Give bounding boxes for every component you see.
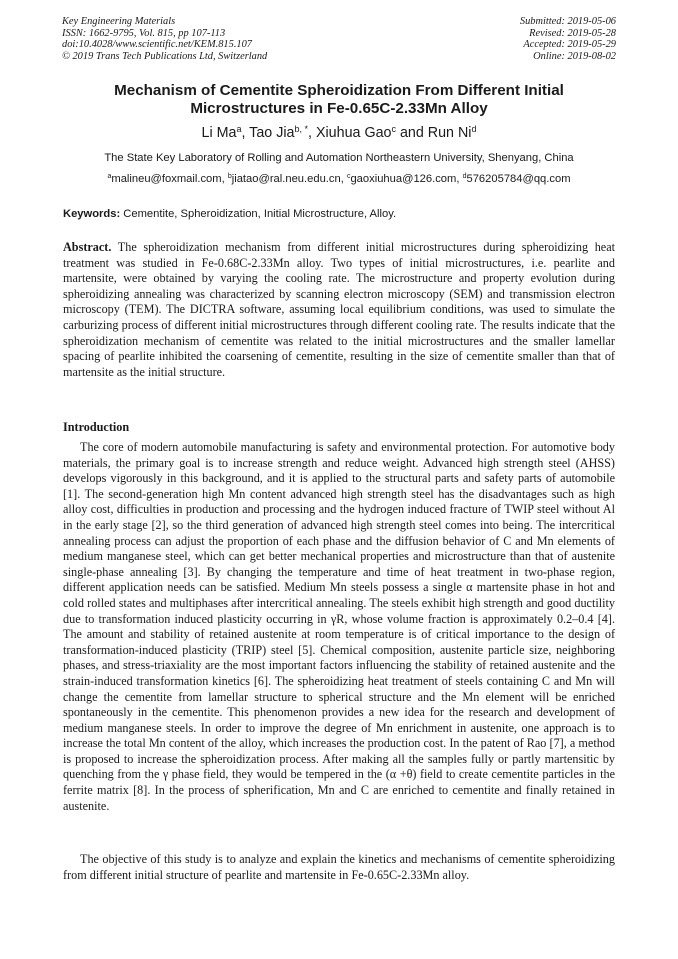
email-link[interactable]: malineu@foxmail.com, <box>111 173 228 185</box>
journal-issn: ISSN: 1662-9795, Vol. 815, pp 107-113 <box>62 27 226 39</box>
author-name: Li Ma <box>201 125 237 141</box>
title-line-2: Microstructures in Fe-0.65C-2.33Mn Alloy <box>190 100 488 117</box>
journal-copyright: © 2019 Trans Tech Publications Ltd, Switzerland <box>62 50 268 62</box>
introduction-paragraph: The core of modern automobile manufacturing is safety and environmental protection. For automotive body materials, the primary goal is to increase strength and reduce weight. Advanced high strength steel (AHSS) develops vigorously in this background, and it is applied to the structural parts and safety parts of automobile [1]. The second-generation high Mn content advanced high strength steel has the disadvantages such as high alloy cost, difficulties in production and processing and the hydrogen induced fracture of TWIP steel without Al in the early stage [2], so the third generation of advanced high strength steel comes into being. The intercritical annealing process can adjust the proportion of each phase and the diffusion behavior of C and Mn elements of medium manganese steel, which can get better mechanical properties and microstructure than that of austenite single-phase annealing [3]. By changing the temperature and time of heat treatment in two-phase region, different application needs can be satisfied. Medium Mn steels possess a single α martensite phase in hot and cold rolled states and multiphases after intercritical annealing. The steels exhibit high strength and good ductility due to transformation induced plasticity occurring in γR, whose volume fraction is approximately 0.2–0.4 [4]. The amount and stability of retained austenite at room temperature is of critical importance to the design of transformation-induced plasticity (TRIP) steel [5]. Chemical composition, austenite particle size, neighboring phases, and stress-triaxiality are the most important factors influencing the stability of retained austenite and the strain-induced transformation kinetics [6]. The spheroidizing heat treatment of steels containing C and Mn will change the cementite from lamellar structure to spherical structure and the Mn element will be enriched spontaneously in the cementite. This phenomenon provides a new idea for the research and development of medium manganese steels. In order to improve the degree of Mn enrichment in austenite, one approach is to increase the total Mn content of the alloy, which increases the production cost. In the patent of Rao [7], a method is proposed to increase the spheroidization process. After making all the samples fully or partly martensitic by quenching from the γ phase field, they would be tempered in the (α +θ) field to create cementite particles in the ferrite matrix [8]. In the process of spherification, Mn and C are enriched to cementite and finally retained in austenite. <box>63 440 615 813</box>
author-separator: and <box>395 125 428 141</box>
author-mark: c <box>391 124 396 134</box>
author-list <box>60 124 618 142</box>
author-emails <box>60 172 618 186</box>
abstract-label: Abstract. <box>63 240 112 254</box>
email-mark: b <box>227 173 232 180</box>
date-revised: Revised: 2019-05-28 <box>529 27 616 39</box>
email-link[interactable]: 576205784@qq.com <box>466 173 571 185</box>
email-mark: a <box>107 173 112 180</box>
date-online: Online: 2019-08-02 <box>533 50 616 62</box>
abstract-text: The spheroidization mechanism from different initial microstructures during spheroidizing heat treatment was studied in Fe-0.68C-2.33Mn alloy. Two types of initial microstructures, i.e. pearlite and martensite, were obtained by varying the cooling rate. The microstructure and property evolution during spheroidizing annealing was characterized by scanning electron microscopy (SEM) and transmission electron microscopy (TEM). The DICTRA software, assuming local equilibrium conditions, was used to simulate the carburizing process of different initial microstructures through different cooling rate. The results indicate that the spheroidization mechanism of cementite was related to the initial microstructures and the smaller lamellar spacing of pearlite inhibited the coarsening of cementite, resulting in the size of cementite smaller than that of martensite as the initial structure. <box>63 240 615 379</box>
author-mark: d <box>471 124 477 134</box>
section-heading-introduction: Introduction <box>63 420 130 434</box>
author-name: Tao Jia <box>249 125 295 141</box>
journal-meta <box>62 16 267 62</box>
email-mark: d <box>462 173 467 180</box>
keywords-text: Cementite, Spheroidization, Initial Microstructure, Alloy. <box>120 208 397 220</box>
date-submitted: Submitted: 2019-05-06 <box>519 16 616 27</box>
author-name: Run Ni <box>427 125 472 141</box>
keywords-label: Keywords: <box>63 208 121 220</box>
title-line-1: Mechanism of Cementite Spheroidization From Different Initial <box>114 82 564 99</box>
email-link[interactable]: jiatao@ral.neu.edu.cn, <box>231 173 347 185</box>
submission-dates <box>520 16 616 62</box>
author-mark: b, * <box>294 124 308 134</box>
journal-doi: doi:10.4028/www.scientific.net/KEM.815.107 <box>62 39 252 50</box>
keywords <box>63 207 618 221</box>
affiliation: The State Key Laboratory of Rolling and Automation Northeastern University, Shenyang, China <box>104 152 574 164</box>
introduction-paragraph: The objective of this study is to analyze and explain the kinetics and mechanisms of cementite spheroidizing from different initial structure of pearlite and martensite in Fe-0.65C-2.33Mn alloy. <box>63 852 615 882</box>
journal-name: Key Engineering Materials <box>62 16 176 27</box>
author-separator: , <box>241 125 250 141</box>
date-accepted: Accepted: 2019-05-29 <box>523 39 616 50</box>
author-mark: a <box>236 124 242 134</box>
author-separator: , <box>308 125 316 141</box>
paper-title <box>60 82 618 118</box>
email-mark: c <box>346 173 351 180</box>
author-name: Xiuhua Gao <box>315 125 392 141</box>
email-link[interactable]: gaoxiuhua@126.com, <box>350 173 463 185</box>
abstract <box>63 240 615 380</box>
